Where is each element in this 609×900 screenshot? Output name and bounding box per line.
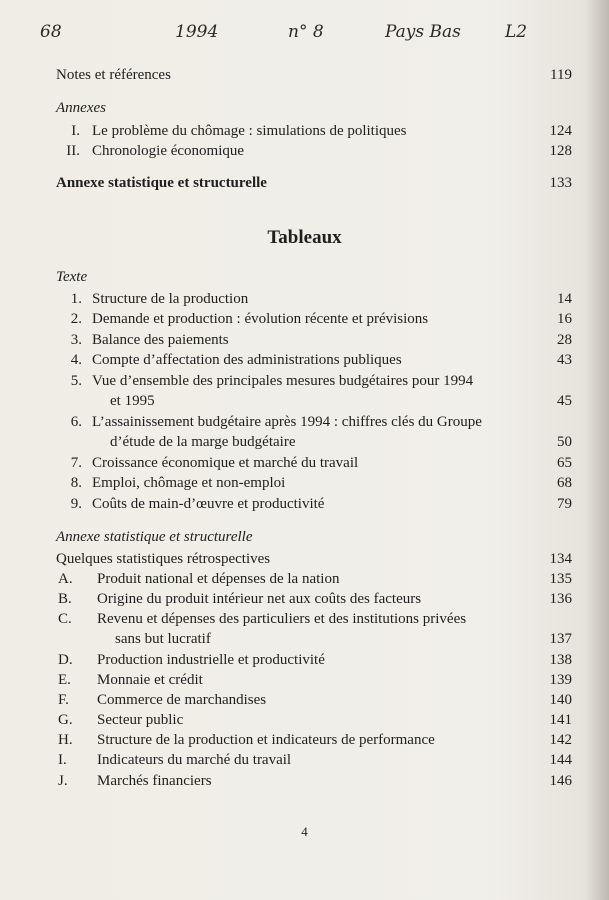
annexe-page: 124 xyxy=(549,123,572,139)
table-label: 6. xyxy=(70,414,82,430)
annexe-table-title: Produit national et dépenses de la nation xyxy=(97,571,340,587)
annexe-table-label: G. xyxy=(58,712,73,728)
table-label: 1. xyxy=(70,291,82,307)
handwritten-note-2: 1994 xyxy=(175,22,219,42)
annexe-table-label: F. xyxy=(58,692,69,708)
annexes-heading: Annexes xyxy=(56,100,106,116)
annexe-table-label: C. xyxy=(58,611,72,627)
toc-page-notes: 119 xyxy=(550,67,572,83)
table-label: 2. xyxy=(70,311,82,327)
table-label: 5. xyxy=(70,373,82,389)
table-title: Emploi, chômage et non-emploi xyxy=(92,475,286,491)
annexe-table-page: 146 xyxy=(549,773,572,789)
annexe-text: Chronologie économique xyxy=(92,143,245,159)
annexe-table-title: Indicateurs du marché du travail xyxy=(97,752,292,768)
annexe-table-page: 142 xyxy=(549,732,572,748)
annexe-table-label: J. xyxy=(58,773,68,789)
annexe-table-label: E. xyxy=(58,672,71,688)
annexe-intro: Quelques statistiques rétrospectives xyxy=(56,551,271,567)
page-number: 4 xyxy=(301,824,308,839)
table-title-cont: d’étude de la marge budgétaire xyxy=(110,434,296,450)
annexe-table-page: 144 xyxy=(549,752,572,768)
annexe-page: 128 xyxy=(549,143,572,159)
table-title: Structure de la production xyxy=(92,291,249,307)
table-title: Coûts de main-d’œuvre et productivité xyxy=(92,496,325,512)
annexe-table-title: Origine du produit intérieur net aux coûts des facteurs xyxy=(97,591,422,607)
annexe-section-heading: Annexe statistique et structurelle xyxy=(56,529,253,545)
table-label: 4. xyxy=(70,352,82,368)
annexe-label: I. xyxy=(71,123,80,139)
annexe-intro-page: 134 xyxy=(549,551,572,567)
table-title: Balance des paiements xyxy=(92,332,229,348)
annexe-table-page: 140 xyxy=(549,692,572,708)
table-page: 45 xyxy=(557,393,572,409)
annexe-text: Le problème du chômage : simulations de politiques xyxy=(92,123,407,139)
table-title: Compte d’affectation des administrations publiques xyxy=(92,352,402,368)
table-page: 79 xyxy=(557,496,572,512)
table-label: 9. xyxy=(70,496,82,512)
table-title: Croissance économique et marché du travail xyxy=(92,455,359,471)
annexe-table-title: Monnaie et crédit xyxy=(97,672,203,688)
table-page: 50 xyxy=(557,434,572,450)
handwritten-note-1: 68 xyxy=(40,22,62,42)
annexe-table-title: Revenu et dépenses des particuliers et des institutions privées xyxy=(97,611,467,627)
toc-entry-notes: Notes et références xyxy=(56,67,171,83)
annexe-table-label: H. xyxy=(58,732,73,748)
table-title: L’assainissement budgétaire après 1994 : chiffres clés du Groupe xyxy=(92,414,482,430)
table-page: 16 xyxy=(557,311,572,327)
annexe-table-page: 137 xyxy=(549,631,572,647)
table-title: Vue d’ensemble des principales mesures budgétaires pour 1994 xyxy=(92,373,474,389)
annexe-table-title: Structure de la production et indicateurs de performance xyxy=(97,732,435,748)
annexe-table-page: 141 xyxy=(549,712,572,728)
table-page: 28 xyxy=(557,332,572,348)
handwritten-note-3: n° 8 xyxy=(288,22,324,42)
annexe-table-title: Commerce de marchandises xyxy=(97,692,267,708)
table-label: 3. xyxy=(70,332,82,348)
texte-heading: Texte xyxy=(56,269,88,285)
table-page: 68 xyxy=(557,475,572,491)
annexe-table-title: Secteur public xyxy=(97,712,184,728)
tableaux-title: Tableaux xyxy=(267,227,342,248)
annexe-table-title-cont: sans but lucratif xyxy=(115,631,211,647)
annexe-table-label: D. xyxy=(58,652,73,668)
annexe-table-label: A. xyxy=(58,571,73,587)
handwritten-note-4: Pays Bas xyxy=(385,22,461,42)
annexe-table-title: Marchés financiers xyxy=(97,773,212,789)
table-title: Demande et production : évolution récente et prévisions xyxy=(92,311,429,327)
annexe-table-page: 138 xyxy=(549,652,572,668)
table-page: 65 xyxy=(557,455,572,471)
annexe-table-title: Production industrielle et productivité xyxy=(97,652,325,668)
annexe-stat-entry: Annexe statistique et structurelle xyxy=(56,175,267,191)
table-title-cont: et 1995 xyxy=(110,393,155,409)
table-page: 43 xyxy=(557,352,572,368)
annexe-table-page: 135 xyxy=(549,571,572,587)
annexe-stat-page: 133 xyxy=(549,175,572,191)
table-label: 8. xyxy=(70,475,82,491)
handwritten-note-5: L2 xyxy=(505,22,528,42)
annexe-table-page: 139 xyxy=(549,672,572,688)
annexe-table-label: I. xyxy=(58,752,67,768)
annexe-label: II. xyxy=(66,143,80,159)
annexe-table-label: B. xyxy=(58,591,72,607)
table-page: 14 xyxy=(557,291,572,307)
table-label: 7. xyxy=(70,455,82,471)
annexe-table-page: 136 xyxy=(549,591,572,607)
